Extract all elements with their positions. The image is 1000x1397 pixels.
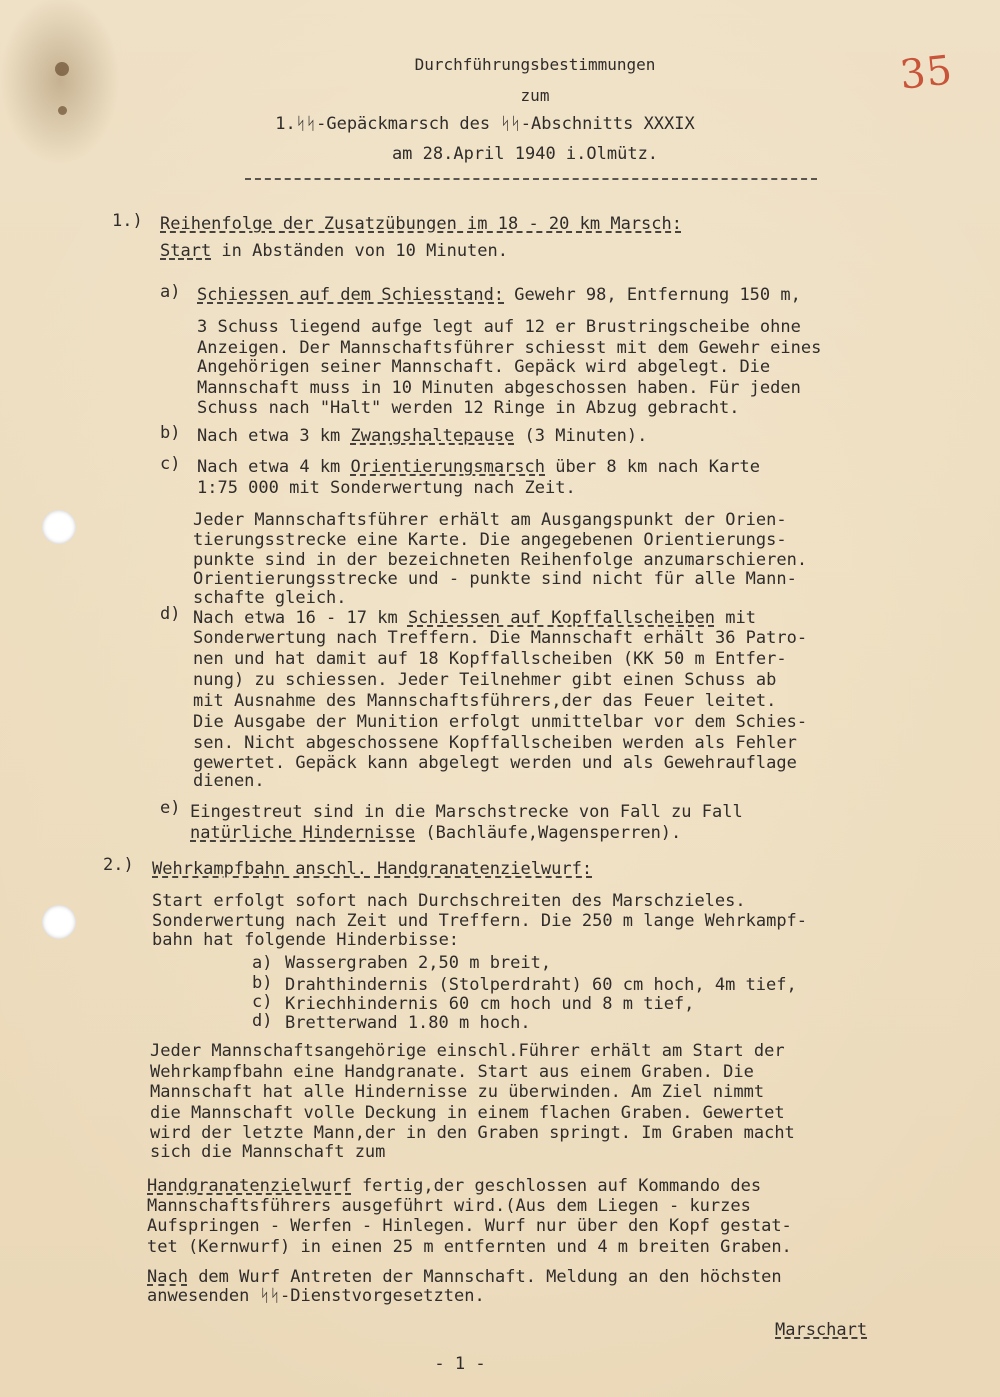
item-text: fertig,der geschlossen auf Kommando des xyxy=(351,1176,762,1196)
text-line: Jeder Mannschaftsangehörige einschl.Führer erhält am Start der xyxy=(150,1041,785,1061)
section-number: 1.) xyxy=(112,211,143,231)
rust-stain xyxy=(58,106,67,115)
start-text: in Abständen von 10 Minuten. xyxy=(211,241,508,261)
item-title: Nach xyxy=(147,1267,188,1287)
item-letter: b) xyxy=(160,423,181,443)
heading-line: 1.ᛋᛋ-Gepäckmarsch des ᛋᛋ-Abschnitts XXXIX xyxy=(275,114,695,134)
obstacle-letter: d) xyxy=(252,1011,273,1031)
text-line: tierungsstrecke eine Karte. Die angegebenen Orientierungs- xyxy=(193,530,787,550)
text-line: Mannschaft hat alle Hindernisse zu überwinden. Am Ziel nimmt xyxy=(150,1082,765,1102)
item-title: Schiessen auf Kopffallscheiben xyxy=(407,608,715,628)
item-letter: a) xyxy=(160,282,181,302)
text-line: Mannschaft muss in 10 Minuten abgeschossen haben. Für jeden xyxy=(197,378,801,398)
text-line: Mannschaftsführers ausgeführt wird.(Aus dem Liegen - kurzes xyxy=(147,1196,751,1216)
obstacle-letter: c) xyxy=(252,992,273,1012)
text-line xyxy=(147,1178,761,1195)
text-line: tet (Kernwurf) in einen 25 m entfernten und 4 m breiten Graben. xyxy=(147,1237,792,1257)
item-heading xyxy=(197,459,760,476)
text-line: Wehrkampfbahn eine Handgranate. Start aus einem Graben. Die xyxy=(150,1062,754,1082)
start-line xyxy=(160,243,508,260)
obstacle-text: Wassergraben 2,50 m breit, xyxy=(285,953,552,973)
text-line: Sonderwertung nach Zeit und Treffern. Die 250 m lange Wehrkampf- xyxy=(152,911,808,931)
text-line: schafte gleich. xyxy=(193,588,347,608)
item-letter: d) xyxy=(160,604,181,624)
text-line: nen und hat damit auf 18 Kopffallscheiben (KK 50 m Entfer- xyxy=(193,649,787,669)
text-line xyxy=(147,1269,782,1286)
text-line: Jeder Mannschaftsführer erhält am Ausgangspunkt der Orien- xyxy=(193,510,787,530)
section-title: Wehrkampfbahn anschl. Handgranatenzielwurf: xyxy=(152,859,593,879)
obstacle-letter: a) xyxy=(252,953,273,973)
text-line: Angehörigen seiner Mannschaft. Gepäck wird abgelegt. Die xyxy=(197,357,771,377)
heading-line: am 28.April 1940 i.Olmütz. xyxy=(391,144,659,164)
text-line: wird der letzte Mann,der in den Graben springt. Im Graben macht xyxy=(150,1123,795,1143)
item-text: (3 Minuten). xyxy=(514,426,648,446)
item-text: Gewehr 98, Entfernung 150 m, xyxy=(504,285,801,305)
text-line: Eingestreut sind in die Marschstrecke von Fall zu Fall xyxy=(190,802,743,822)
section-title: Reihenfolge der Zusatzübungen im 18 - 20 km Marsch: xyxy=(160,214,682,234)
text-line: 1:75 000 mit Sonderwertung nach Zeit. xyxy=(197,478,576,498)
text-line: anwesenden ᛋᛋ-Dienstvorgesetzten. xyxy=(147,1286,485,1306)
obstacle-text: Drahthindernis (Stolperdraht) 60 cm hoch, 4m tief, xyxy=(285,975,797,995)
text-line: die Mannschaft volle Deckung in einem flachen Graben. Gewertet xyxy=(150,1103,785,1123)
punch-hole xyxy=(42,905,76,939)
text-line: sen. Nicht abgeschossene Kopffallscheiben werden als Fehler xyxy=(193,733,797,753)
item-letter: c) xyxy=(160,454,181,474)
item-text: Nach etwa 3 km xyxy=(197,426,351,446)
item-text: Nach etwa 4 km xyxy=(197,457,351,477)
item-text: mit xyxy=(714,608,756,628)
text-line: Aufspringen - Werfen - Hinlegen. Wurf nur über den Kopf gestat- xyxy=(147,1216,792,1236)
text-line: dienen. xyxy=(193,771,265,791)
obstacle-text: Bretterwand 1.80 m hoch. xyxy=(285,1013,531,1033)
item-heading xyxy=(193,610,756,627)
obstacle-letter: b) xyxy=(252,973,273,993)
section-number: 2.) xyxy=(103,855,134,875)
start-label: Start xyxy=(160,241,212,261)
text-line: nung) zu schiessen. Jeder Teilnehmer gibt einen Schuss ab xyxy=(193,670,777,690)
folio-number: 35 xyxy=(897,47,956,99)
heading-line: Durchführungsbestimmungen xyxy=(414,55,656,74)
item-heading xyxy=(190,825,681,842)
text-line: gewertet. Gepäck kann abgelegt werden und als Gewehrauflage xyxy=(193,753,797,773)
heading-line: zum xyxy=(520,86,550,105)
item-text: (Bachläufe,Wagensperren). xyxy=(415,823,682,843)
punch-hole xyxy=(42,510,76,544)
item-heading xyxy=(197,287,801,304)
item-title: Handgranatenzielwurf xyxy=(147,1176,352,1196)
text-line: Orientierungsstrecke und - punkte sind nicht für alle Mann- xyxy=(193,569,797,589)
item-text: dem Wurf Antreten der Mannschaft. Meldung an den höchsten xyxy=(187,1267,782,1287)
text-line: punkte sind in der bezeichneten Reihenfolge anzumarschieren. xyxy=(193,550,808,570)
separator-line xyxy=(245,178,817,180)
obstacle-text: Kriechhindernis 60 cm hoch und 8 m tief, xyxy=(285,994,695,1014)
text-line: sich die Mannschaft zum xyxy=(150,1142,386,1162)
text-line: mit Ausnahme des Mannschaftsführers,der das Feuer leitet. xyxy=(193,691,777,711)
item-title: Schiessen auf dem Schiesstand: xyxy=(197,285,505,305)
text-line: Die Ausgabe der Munition erfolgt unmittelbar vor dem Schies- xyxy=(193,712,808,732)
item-text: über 8 km nach Karte xyxy=(545,457,760,477)
item-title: Orientierungsmarsch xyxy=(350,457,545,477)
item-heading xyxy=(197,428,647,445)
text-line: Start erfolgt sofort nach Durchschreiten des Marschzieles. xyxy=(152,891,746,911)
item-text: Nach etwa 16 - 17 km xyxy=(193,608,408,628)
text-line: bahn hat folgende Hinderbisse: xyxy=(152,930,460,950)
item-title: Zwangshaltepause xyxy=(350,426,515,446)
item-title: natürliche Hindernisse xyxy=(190,823,416,843)
text-line: 3 Schuss liegend aufge legt auf 12 er Brustringscheibe ohne xyxy=(197,317,801,337)
continuation-word: Marschart xyxy=(775,1320,868,1340)
rust-stain xyxy=(55,62,69,76)
text-line: Sonderwertung nach Treffern. Die Mannschaft erhält 36 Patro- xyxy=(193,628,808,648)
item-letter: e) xyxy=(160,798,181,818)
text-line: Schuss nach "Halt" werden 12 Ringe in Abzug gebracht. xyxy=(197,398,740,418)
text-line: Anzeigen. Der Mannschaftsführer schiesst mit dem Gewehr eines xyxy=(197,338,822,358)
page-number: - 1 - xyxy=(434,1354,486,1374)
